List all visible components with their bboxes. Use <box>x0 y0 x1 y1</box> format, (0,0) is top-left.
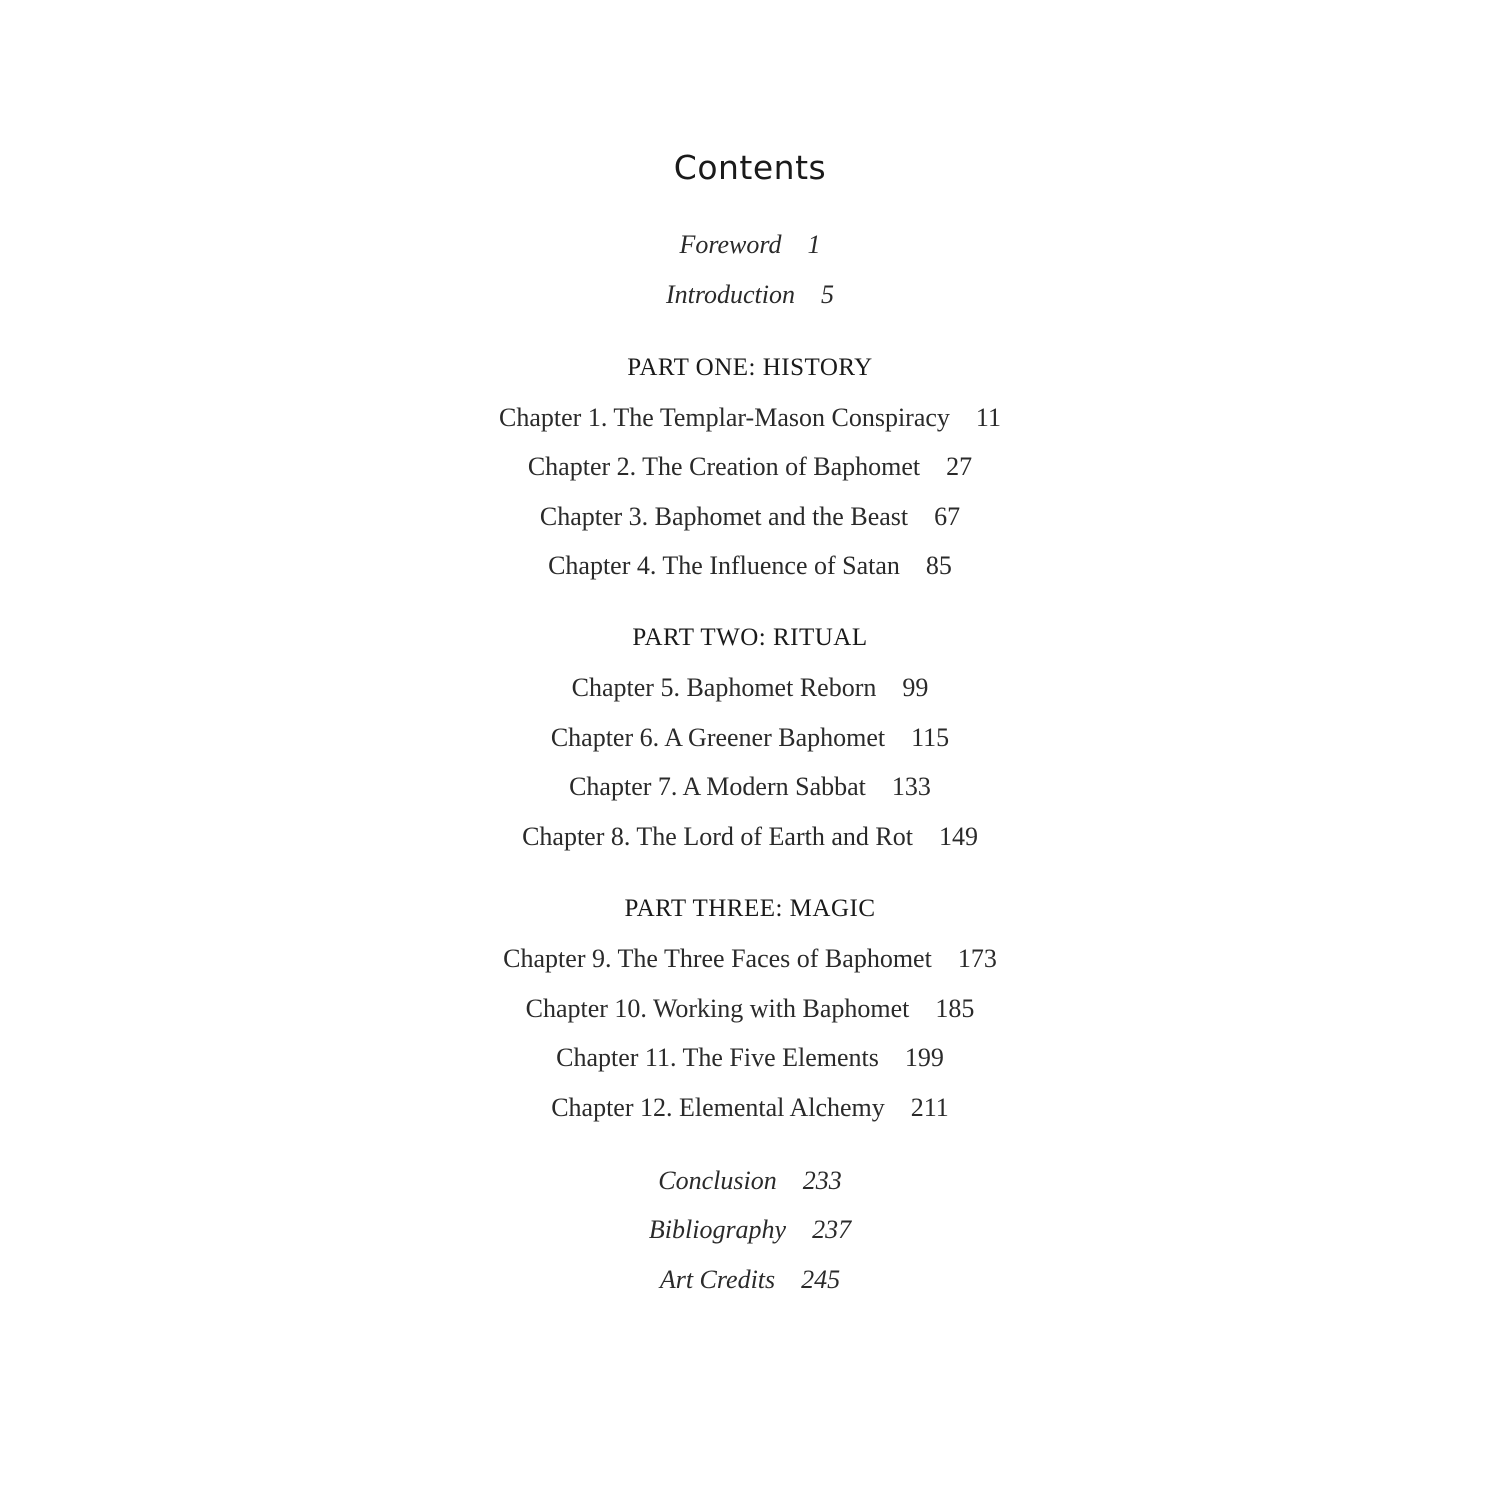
toc-entry-chapter-5 <box>0 672 1500 704</box>
entry-page: 133 <box>891 772 931 801</box>
entry-label: Chapter 9. The Three Faces of Baphomet <box>503 944 932 973</box>
entry-page: 185 <box>935 994 975 1023</box>
entry-page: 211 <box>910 1093 949 1122</box>
part-heading-one: PART ONE: HISTORY <box>627 354 873 381</box>
entry-page: 85 <box>925 551 952 580</box>
toc-entry-foreword <box>0 229 1500 261</box>
entry-label: Chapter 1. The Templar-Mason Conspiracy <box>499 403 950 432</box>
toc-entry-chapter-3 <box>0 501 1500 533</box>
toc-entry-bibliography <box>0 1214 1500 1246</box>
toc-entry-chapter-1 <box>0 402 1500 434</box>
entry-page: 1 <box>807 230 821 259</box>
entry-page: 27 <box>946 452 973 481</box>
toc-entry-chapter-8 <box>0 821 1500 853</box>
toc-entry-introduction <box>0 279 1500 311</box>
part-heading-two: PART TWO: RITUAL <box>632 624 868 651</box>
entry-label: Bibliography <box>648 1215 787 1244</box>
entry-label: Chapter 5. Baphomet Reborn <box>571 673 877 702</box>
entry-label: Chapter 10. Working with Baphomet <box>525 994 910 1023</box>
entry-page: 115 <box>911 723 950 752</box>
entry-label: Chapter 6. A Greener Baphomet <box>550 723 886 752</box>
entry-label: Chapter 12. Elemental Alchemy <box>551 1093 885 1122</box>
entry-page: 67 <box>934 502 961 531</box>
entry-page: 149 <box>938 822 978 851</box>
entry-label: Chapter 2. The Creation of Baphomet <box>527 452 921 481</box>
entry-label: Chapter 4. The Influence of Satan <box>548 551 900 580</box>
entry-page: 5 <box>821 280 835 309</box>
entry-label: Chapter 7. A Modern Sabbat <box>569 772 866 801</box>
entry-page: 99 <box>902 673 929 702</box>
part-heading-three: PART THREE: MAGIC <box>624 895 876 922</box>
entry-page: 199 <box>904 1043 944 1072</box>
entry-page: 11 <box>975 403 1001 432</box>
page-title: Contents <box>673 148 827 187</box>
entry-label: Chapter 11. The Five Elements <box>556 1043 879 1072</box>
toc-entry-chapter-4 <box>0 550 1500 582</box>
entry-page: 245 <box>801 1265 841 1294</box>
toc-entry-chapter-12 <box>0 1092 1500 1124</box>
toc-entry-chapter-7 <box>0 771 1500 803</box>
entry-label: Art Credits <box>659 1265 776 1294</box>
entry-label: Conclusion <box>658 1166 777 1195</box>
toc-entry-chapter-9 <box>0 943 1500 975</box>
toc-entry-chapter-10 <box>0 993 1500 1025</box>
entry-page: 233 <box>802 1166 842 1195</box>
toc-entry-chapter-11 <box>0 1042 1500 1074</box>
entry-label: Introduction <box>665 280 796 309</box>
entry-label: Foreword <box>679 230 782 259</box>
entry-label: Chapter 3. Baphomet and the Beast <box>539 502 909 531</box>
entry-label: Chapter 8. The Lord of Earth and Rot <box>522 822 913 851</box>
toc-entry-art-credits <box>0 1264 1500 1296</box>
entry-page: 173 <box>957 944 997 973</box>
toc-entry-chapter-6 <box>0 722 1500 754</box>
toc-entry-chapter-2 <box>0 451 1500 483</box>
toc-entry-conclusion <box>0 1165 1500 1197</box>
entry-page: 237 <box>812 1215 852 1244</box>
